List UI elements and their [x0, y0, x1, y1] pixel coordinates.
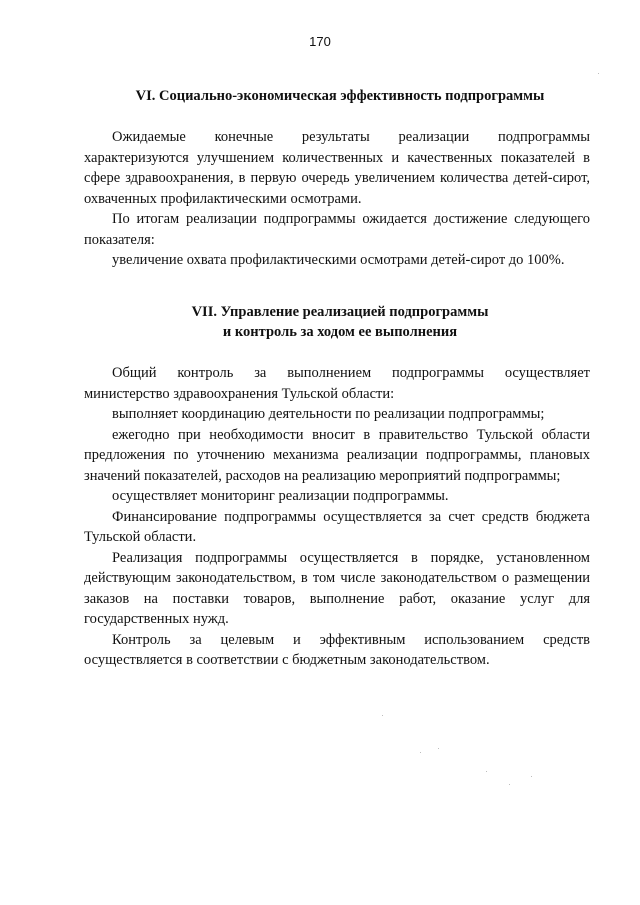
paragraph: увеличение охвата профилактическими осмотрами детей-сирот до 100%.	[112, 252, 565, 268]
paragraph: выполняет координацию деятельности по реализации подпрограммы;	[112, 406, 545, 422]
paragraph: Контроль за целевым и эффективным использованием средств осуществляется в соответствии с бюджетным законодательством.	[84, 631, 590, 668]
scan-speck	[438, 748, 439, 749]
paragraph: Ожидаемые конечные результаты реализации подпрограммы характеризуются улучшением количественных и качественных показателей в сфере здравоохранения, в первую очередь увеличением количества детей-сирот, охваченных профилактическими осмотрами.	[84, 129, 590, 207]
scan-speck	[486, 771, 487, 772]
section-6-body	[84, 127, 590, 271]
section-7-heading-line-2: и контроль за ходом ее выполнения	[222, 324, 458, 340]
paragraph: ежегодно при необходимости вносит в правительство Тульской области предложения по уточнению механизма реализации подпрограммы, плановых значений показателей, расходов на реализацию мероприятий подпрограммы;	[84, 426, 590, 484]
section-7-heading	[80, 302, 600, 342]
section-7-body	[84, 363, 590, 671]
scan-speck	[531, 776, 532, 777]
paragraph: Реализация подпрограммы осуществляется в порядке, установленном действующим законодательством, в том числе законодательством о размещении заказов на поставки товаров, выполнение работ, оказание услуг для государственных нужд.	[84, 549, 590, 627]
section-6-heading: VI. Социально-экономическая эффективность подпрограммы	[135, 88, 545, 104]
scan-speck	[509, 784, 510, 785]
paragraph: По итогам реализации подпрограммы ожидается достижение следующего показателя:	[84, 211, 590, 248]
page-number: 170	[309, 34, 331, 49]
section-7-heading-line-1: VII. Управление реализацией подпрограммы	[191, 304, 489, 320]
paragraph: Общий контроль за выполнением подпрограммы осуществляет министерство здравоохранения Тульской области:	[84, 365, 590, 402]
scan-speck	[382, 715, 383, 716]
paragraph: Финансирование подпрограммы осуществляется за счет средств бюджета Тульской области.	[84, 508, 590, 545]
scan-speck	[598, 73, 599, 74]
scan-speck	[420, 752, 421, 753]
paragraph: осуществляет мониторинг реализации подпрограммы.	[112, 488, 449, 504]
